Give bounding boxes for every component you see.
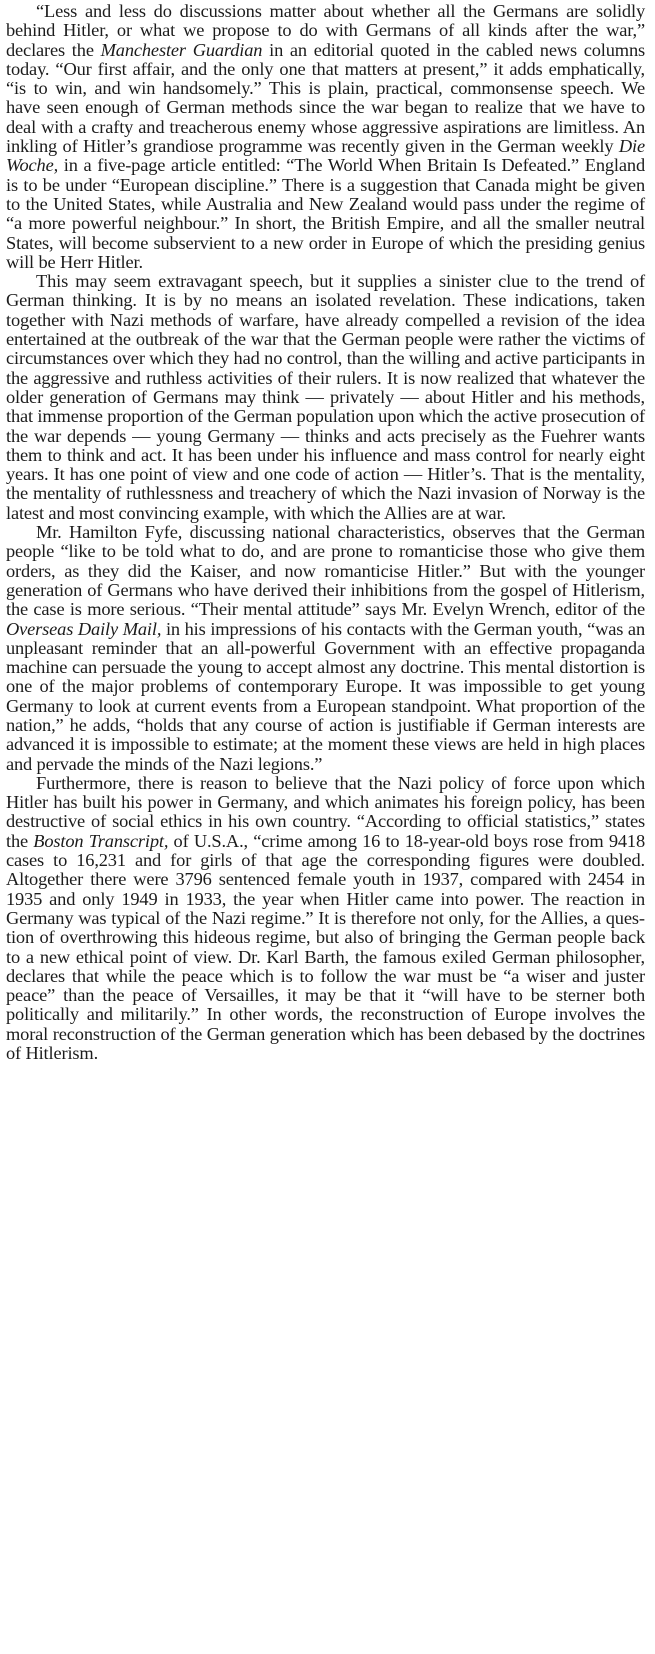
paragraph: [6, 272, 645, 523]
paragraph: [6, 523, 645, 774]
italic-run: Die Woche,: [6, 136, 645, 176]
article-body: [6, 2, 645, 1063]
text-run: in his impressions of his contacts with the German youth, “was an unpleasant reminder that an all-powerful Government with an effective propaganda machine can persuade the young to accept almost any doctrine. This mental distortion is one of the major problems of contemporary Europe. It was impossible to get young Germany to look at current events from a European standpoint. What proportion of the nation,” he adds, “holds that any course of action is justifiable if German interests are advanced it is impossible to estimate; at the moment these views are held in high places and pervade the minds of the Nazi legions.”: [6, 618, 645, 774]
italic-run: Boston Transcript,: [33, 830, 169, 851]
text-run: Furthermore, there is reason to believe that the Nazi policy of force upon which Hitler has built his power in Germany, and which animates his foreign policy, has been destructive of social ethics in his own country. “According to official statistics,” states the: [6, 772, 645, 851]
text-run: This may seem extravagant speech, but it supplies a sinister clue to the trend of German thinking. It is by no means an isolated revelation. These indications, taken together with Nazi methods of warfare, have already compelled a revision of the idea entertained at the outbreak of the war that the German people were rather the victims of circumstances over which they had no control, than the willing and active participants in the aggressive and ruthless activities of their rulers. It is now realized that whatever the older generation of Germans may think — privately — about Hitler and his methods, that immense proportion of the German population upon which the active prosecution of the war depends — young Germany — thinks and acts precisely as the Fuehrer wants them to think and act. It has been under his influence and mass control for nearly eight years. It has one point of view and one code of action — Hitler’s. That is the mentality, the mentality of ruthlessness and treachery of which the Nazi invasion of Norway is the latest and most convincing example, with which the Allies are at war.: [6, 271, 645, 523]
italic-run: Overseas Daily Mail,: [6, 618, 162, 639]
text-run: in an editorial quoted in the cabled news columns today. “Our first affair, and the only one that matters at present,” it adds emphatically, “is to win, and win handsomely.” This is plain, practical, commonsense speech. We have seen enough of German methods since the war began to realize that we have to deal with a crafty and treacherous enemy whose aggressive aspirations are limitless. An inkling of Hitler’s grandiose programme was recently given in the German weekly: [6, 39, 646, 157]
paragraph: [6, 2, 645, 272]
text-run: “Less and less do discussions matter about whether all the Germans are solidly behind Hitler, or what we propose to do with Germans of all kinds after the war,” declares the: [6, 1, 645, 60]
paragraph: [6, 774, 645, 1063]
text-run: Mr. Hamilton Fyfe, discussing national characteristics, observes that the German people “like to be told what to do, and are prone to romanticise those who give them orders, as they did the Kaiser, and now romanticise Hitler.” But with the younger generation of Germans who have derived their inhibitions from the gospel of Hitlerism, the case is more serious. “Their mental attitude” says Mr. Evelyn Wrench, editor of the: [6, 522, 645, 620]
italic-run: Manchester Guardian: [100, 39, 263, 60]
text-run: of U.S.A., “crime among 16 to 18-year-old boys rose from 9418 cases to 16,231 and for girls of that age the corresponding figures were doubled. Altogether there were 3796 sentenced female youth in 1937, compared with 2454 in 1935 and only 1949 in 1933, the year when Hitler came into power. The reaction in Germany was typical of the Nazi regime.” It is therefore not only, for the Allies, a question of overthrowing this hideous regime, but also of bringing the German people back to a new ethical point of view. Dr. Karl Barth, the famous exiled German philosopher, declares that while the peace which is to follow the war must be “a wiser and juster peace” than the peace of Versailles, it may be that it “will have to be sterner both politically and militarily.” In other words, the reconstruction of Europe involves the moral reconstruction of the German generation which has been debased by the doctrines of Hitlerism.: [6, 830, 645, 1064]
text-run: in a five-page article entitled: “The World When Britain Is Defeated.” England is to be under “European discipline.” There is a suggestion that Canada might be given to the United States, while Australia and New Zealand would pass under the regime of “a more powerful neighbour.” In short, the British Empire, and all the smaller neutral States, will become subservient to a new order in Europe of which the presiding genius will be Herr Hitler.: [6, 155, 645, 272]
